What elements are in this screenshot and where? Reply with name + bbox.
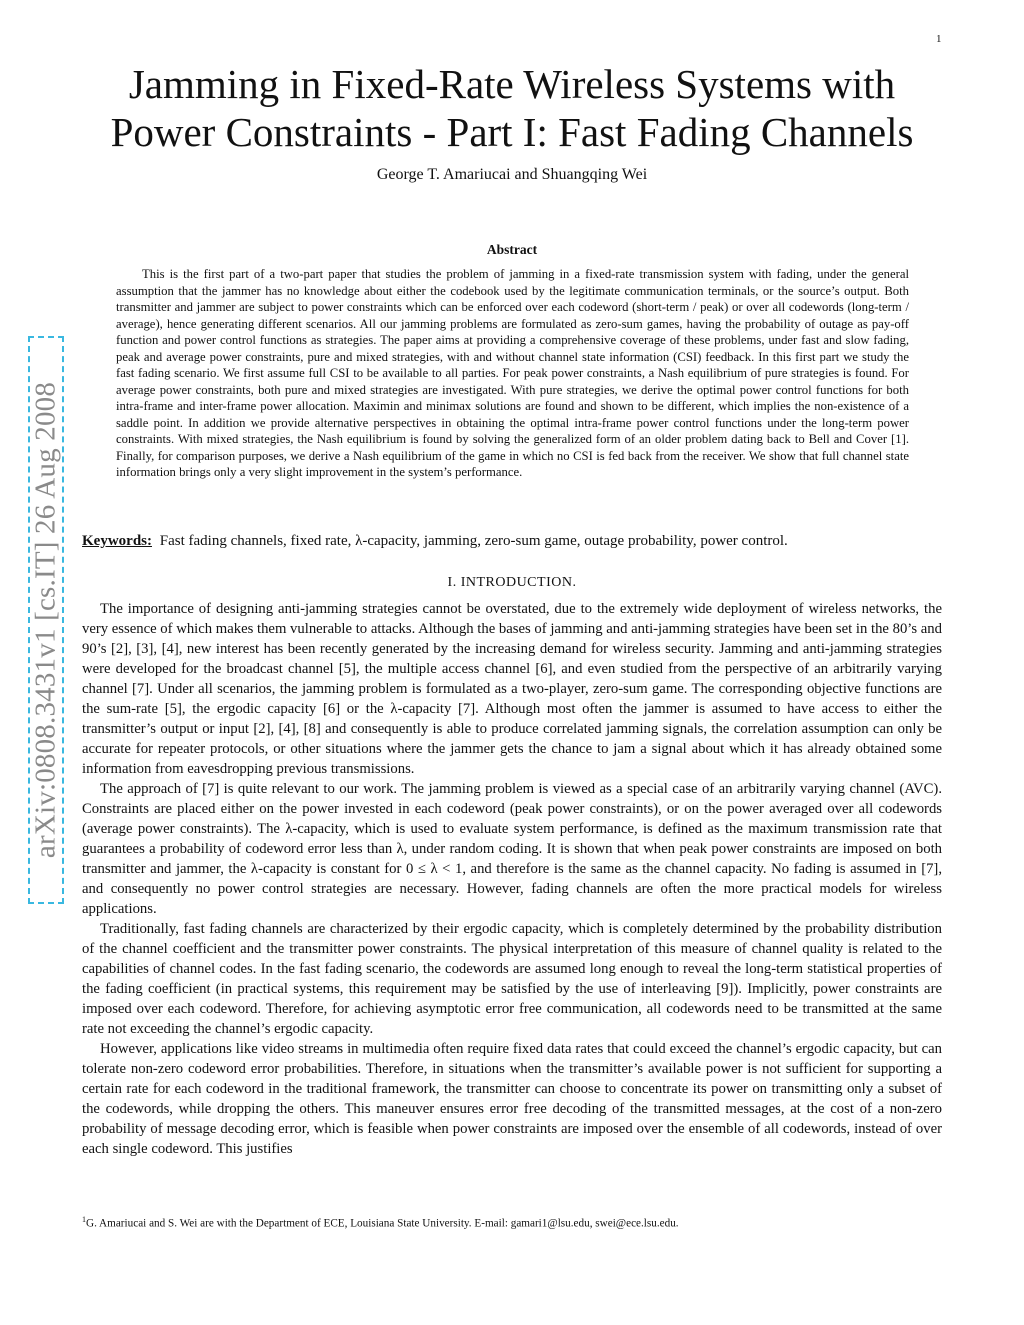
section-heading-introduction: I. INTRODUCTION. xyxy=(447,575,577,590)
title-line-2: Power Constraints - Part I: Fast Fading Channels xyxy=(110,109,914,155)
footnote-mark: 1 xyxy=(82,1215,86,1224)
abstract-heading: Abstract xyxy=(486,242,538,257)
paper-title xyxy=(80,60,944,156)
keywords-text: Fast fading channels, fixed rate, λ-capacity, jamming, zero-sum game, outage probability, power control. xyxy=(159,533,788,549)
arxiv-identifier: arXiv:0808.3431v1 [cs.IT] 26 Aug 2008 xyxy=(29,381,62,859)
footnote xyxy=(82,1215,942,1230)
paragraph: The approach of [7] is quite relevant to our work. The jamming problem is viewed as a special case of an arbitrarily varying channel (AVC). Constraints are placed either on the power invested in each codeword (peak power constraints), or on the power averaged over all codewords (average power constraints). The λ-capacity, which is used to evaluate system performance, is defined as the maximum transmission rate that guarantees a probability of codeword error less than λ, under random coding. It is shown that when peak power constraints are imposed on both transmitter and jammer, the λ-capacity is constant for 0 ≤ λ < 1, and therefore is the same as the channel capacity. No fading is assumed in [7], and consequently no power control strategies are necessary. However, fading channels are often the more practical models for wireless applications. xyxy=(82,781,942,917)
paragraph: Traditionally, fast fading channels are characterized by their ergodic capacity, which is completely determined by the probability distribution of the channel coefficient and the transmitter power constraints. The physical interpretation of this measure of channel quality is related to the capabilities of channel codes. In the fast fading scenario, the codewords are assumed long enough to reveal the long-term statistical properties of the fading coefficient (in practical systems, this requirement may be satisfied by the use of interleaving [9]). Implicitly, power constraints are imposed over each codeword. Therefore, for achieving asymptotic error free communication, all codewords need to be transmitted at the same rate not exceeding the channel’s ergodic capacity. xyxy=(82,921,942,1037)
abstract-text: This is the first part of a two-part paper that studies the problem of jamming in a fixed-rate transmission system with fading, under the general assumption that the jammer has no knowledge about either the codebook used by the legitimate communication terminals, or the source’s output. Both transmitter and jammer are subject to power constraints which can be enforced over each codeword (short-term / peak) or over all codewords (long-term / average), hence generating different scenarios. All our jamming problems are formulated as zero-sum games, having the probability of outage as pay-off function and power control functions as strategies. The paper aims at providing a comprehensive coverage of these problems, under fast and slow fading, peak and average power constraints, pure and mixed strategies, with and without channel state information (CSI) feedback. In this first part we study the fast fading scenario. We first assume full CSI to be available to all parties. For peak power constraints, a Nash equilibrium of pure strategies is found. For average power constraints, both pure and mixed strategies are investigated. With pure strategies, we derive the optimal power control functions for both intra-frame and inter-frame power allocation. Maximin and minimax solutions are found and shown to be different, which implies the non-existence of a saddle point. In addition we provide alternative perspectives in obtaining the optimal intra-frame power control functions under the long-term power constraints. With mixed strategies, the Nash equilibrium is found by solving the generalized form of an older problem dating back to Bell and Cover [1]. Finally, for comparison purposes, we derive a Nash equilibrium of the game in which no CSI is fed back from the receiver. We show that full channel state information brings only a very slight improvement in the system’s performance. xyxy=(116,267,909,479)
keywords-label: Keywords: xyxy=(82,533,152,549)
arxiv-stamp xyxy=(28,336,64,904)
footnote-text: G. Amariucai and S. Wei are with the Department of ECE, Louisiana State University. E-mail: gamari1@lsu.edu, swei@ece.lsu.edu. xyxy=(86,1217,679,1230)
keywords xyxy=(82,533,944,550)
paragraph: However, applications like video streams in multimedia often require fixed data rates that could exceed the channel’s ergodic capacity, but can tolerate non-zero codeword error probabilities. Therefore, in situations when the transmitter’s available power is not sufficient for supporting a certain rate for each codeword in the traditional framework, the transmitter can choose to concentrate its power on transmitting only a subset of the codewords, while dropping the others. This maneuver ensures error free decoding of the transmitted messages, at the cost of a non-zero probability of message decoding error, which is feasible when power constraints are imposed over the ensemble of all codewords, instead of over each single codeword. This justifies xyxy=(82,1041,942,1157)
paragraph: The importance of designing anti-jamming strategies cannot be overstated, due to the extremely wide deployment of wireless networks, the very essence of which makes them vulnerable to attacks. Although the bases of jamming and anti-jamming strategies have been set in the 80’s and 90’s [2], [3], [4], new interest has been recently generated by the increasing demand for wireless security. Jamming and anti-jamming strategies were developed for the broadcast channel [5], the multiple access channel [6], and even studied from the perspective of an arbitrarily varying channel [7]. Under all scenarios, the jamming problem is formulated as a two-player, zero-sum game. The corresponding objective functions are the sum-rate [5], the ergodic capacity [6] or the λ-capacity [7]. Although most often the jammer is assumed to have access to either the transmitter’s output or input [2], [4], [8] and consequently is able to produce correlated jamming signals, the correlation assumption can only be accurate for repeater protocols, or other situations where the jammer gets the chance to jam a signal about which it has already obtained some information from eavesdropping previous transmissions. xyxy=(82,601,942,777)
authors: George T. Amariucai and Shuangqing Wei xyxy=(376,166,648,183)
page-number: 1 xyxy=(936,33,942,45)
title-line-1: Jamming in Fixed-Rate Wireless Systems with xyxy=(128,61,896,107)
introduction-body xyxy=(82,599,942,1159)
